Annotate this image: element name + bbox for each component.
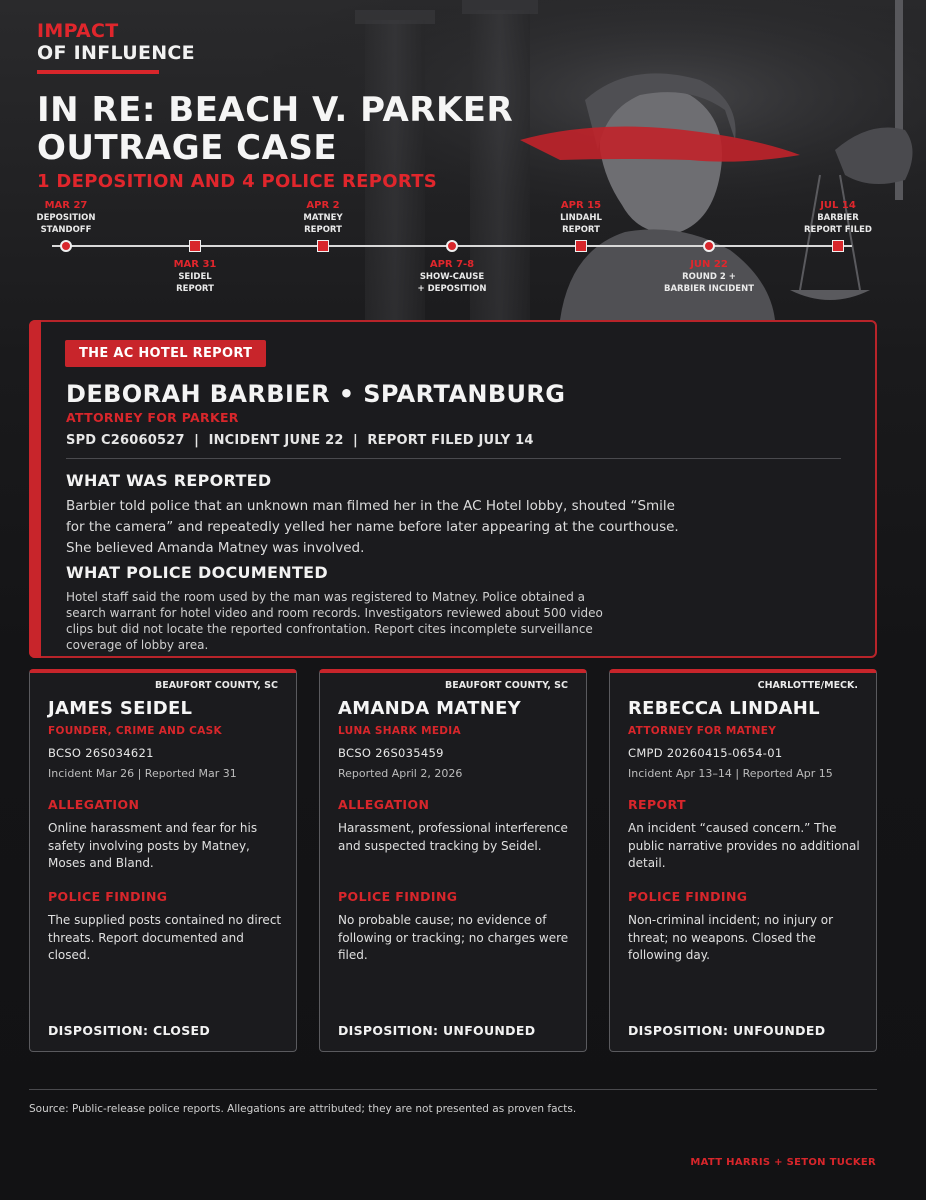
card-finding-text: Non-criminal incident; no injury or threat; no weapons. Closed the following day.	[628, 913, 834, 962]
card-role: LUNA SHARK MEDIA	[338, 725, 461, 737]
card-case-number: BCSO 26S035459	[338, 746, 444, 760]
timeline-label: REPORT	[562, 225, 600, 235]
timeline-label: DEPOSITION	[36, 213, 96, 223]
brand-underline	[37, 70, 159, 74]
hotel-report-role: ATTORNEY FOR PARKER	[66, 410, 239, 425]
card-heading-finding: POLICE FINDING	[48, 889, 168, 904]
author-credit: MATT HARRIS + SETON TUCKER	[690, 1157, 876, 1168]
card-report-text: An incident “caused concern.” The public narrative provides no additional detail.	[628, 821, 860, 870]
timeline-marker-circle	[446, 240, 458, 252]
card-heading-allegation: ALLEGATION	[48, 797, 140, 812]
timeline-label: REPORT FILED	[804, 225, 872, 235]
hotel-report-divider	[66, 458, 841, 459]
brand-logo	[37, 20, 195, 64]
timeline-date: MAR 31	[173, 259, 217, 270]
card-role: ATTORNEY FOR MATNEY	[628, 725, 777, 737]
timeline-event-show-cause	[392, 259, 512, 295]
card-case-number: CMPD 20260415-0654-01	[628, 746, 783, 760]
title-line-2: OUTRAGE CASE	[37, 128, 338, 168]
timeline-event-matney-report	[263, 200, 383, 236]
timeline-date: JUL 14	[820, 200, 856, 211]
timeline-event-seidel-report	[135, 259, 255, 295]
timeline-label: ROUND 2 +	[682, 272, 736, 282]
timeline-marker-square	[575, 240, 587, 252]
card-allegation-text: Online harassment and fear for his safety involving posts by Matney, Moses and Bland.	[48, 821, 258, 870]
card-heading-report: REPORT	[628, 797, 686, 812]
report-card-matney	[319, 669, 587, 1052]
card-location: CHARLOTTE/MECK.	[757, 680, 858, 691]
timeline-label: REPORT	[176, 284, 214, 294]
card-role: FOUNDER, CRIME AND CASK	[48, 725, 222, 737]
hotel-report-accent-strip	[29, 320, 41, 658]
card-finding-text: The supplied posts contained no direct threats. Report documented and closed.	[48, 913, 282, 962]
card-allegation-text: Harassment, professional interference and suspected tracking by Seidel.	[338, 821, 568, 853]
timeline-label: REPORT	[304, 225, 342, 235]
source-note: Source: Public-release police reports. Allegations are attributed; they are not presented as proven facts.	[29, 1103, 577, 1115]
card-dates: Incident Mar 26 | Reported Mar 31	[48, 767, 237, 780]
card-dates: Incident Apr 13–14 | Reported Apr 15	[628, 767, 833, 780]
timeline-date: MAR 27	[44, 200, 88, 211]
page-title	[37, 91, 513, 167]
page-subtitle: 1 DEPOSITION AND 4 POLICE REPORTS	[37, 171, 438, 192]
timeline-label: STANDOFF	[40, 225, 92, 235]
timeline-date: APR 2	[306, 200, 340, 211]
hotel-report-meta: SPD C26060527 | INCIDENT JUNE 22 | REPORT FILED JULY 14	[66, 433, 534, 448]
card-heading-allegation: ALLEGATION	[338, 797, 430, 812]
timeline-event-deposition-standoff	[6, 200, 126, 236]
card-dates: Reported April 2, 2026	[338, 767, 463, 780]
timeline-label: LINDAHL	[560, 213, 602, 223]
card-name: REBECCA LINDAHL	[628, 698, 820, 719]
timeline-label: SHOW-CAUSE	[419, 272, 485, 282]
documented-text: Hotel staff said the room used by the man was registered to Matney. Police obtained a search warrant for hotel video and room records. Investigators reviewed about 500 video clips but did not locate the reported confrontation. Report cites incomplete surveillance coverage of lobby area.	[66, 590, 603, 652]
hotel-report-tag: THE AC HOTEL REPORT	[65, 340, 266, 367]
documented-heading: WHAT POLICE DOCUMENTED	[66, 563, 328, 582]
timeline-event-lindahl-report	[521, 200, 641, 236]
timeline-event-round-2	[649, 259, 769, 295]
footer-divider	[29, 1089, 877, 1090]
card-disposition: DISPOSITION: UNFOUNDED	[338, 1023, 536, 1038]
card-disposition: DISPOSITION: UNFOUNDED	[628, 1023, 826, 1038]
timeline-label: BARBIER INCIDENT	[663, 284, 754, 294]
timeline-marker-square	[189, 240, 201, 252]
reported-text: Barbier told police that an unknown man filmed her in the AC Hotel lobby, shouted “Smile for the camera” and repeatedly yelled her name before later appearing at the courthouse. She believed Amanda Matney was involved.	[66, 498, 679, 556]
card-location: BEAUFORT COUNTY, SC	[445, 680, 568, 691]
timeline-date: JUN 22	[690, 259, 728, 270]
card-heading-finding: POLICE FINDING	[338, 889, 458, 904]
report-card-lindahl	[609, 669, 877, 1052]
timeline-marker-square	[832, 240, 844, 252]
timeline-label: + DEPOSITION	[417, 284, 487, 294]
hotel-report-name: DEBORAH BARBIER • SPARTANBURG	[66, 380, 566, 408]
timeline-event-barbier-report-filed	[778, 200, 898, 236]
reported-heading: WHAT WAS REPORTED	[66, 471, 272, 490]
timeline-label: SEIDEL	[178, 272, 212, 282]
brand-line-2: OF INFLUENCE	[37, 42, 195, 64]
card-name: JAMES SEIDEL	[48, 698, 193, 719]
card-name: AMANDA MATNEY	[338, 698, 521, 719]
timeline-label: BARBIER	[817, 213, 859, 223]
card-case-number: BCSO 26S034621	[48, 746, 154, 760]
timeline-date: APR 7-8	[429, 259, 475, 270]
card-finding-text: No probable cause; no evidence of following or tracking; no charges were filed.	[338, 913, 569, 962]
timeline-marker-circle	[703, 240, 715, 252]
timeline-marker-square	[317, 240, 329, 252]
card-disposition: DISPOSITION: CLOSED	[48, 1023, 211, 1038]
timeline-date: APR 15	[560, 200, 602, 211]
title-line-1: IN RE: BEACH V. PARKER	[37, 90, 514, 130]
report-card-seidel	[29, 669, 297, 1052]
timeline-label: MATNEY	[303, 213, 343, 223]
card-location: BEAUFORT COUNTY, SC	[155, 680, 278, 691]
card-heading-finding: POLICE FINDING	[628, 889, 748, 904]
brand-line-1: IMPACT	[37, 20, 119, 42]
timeline-marker-circle	[60, 240, 72, 252]
